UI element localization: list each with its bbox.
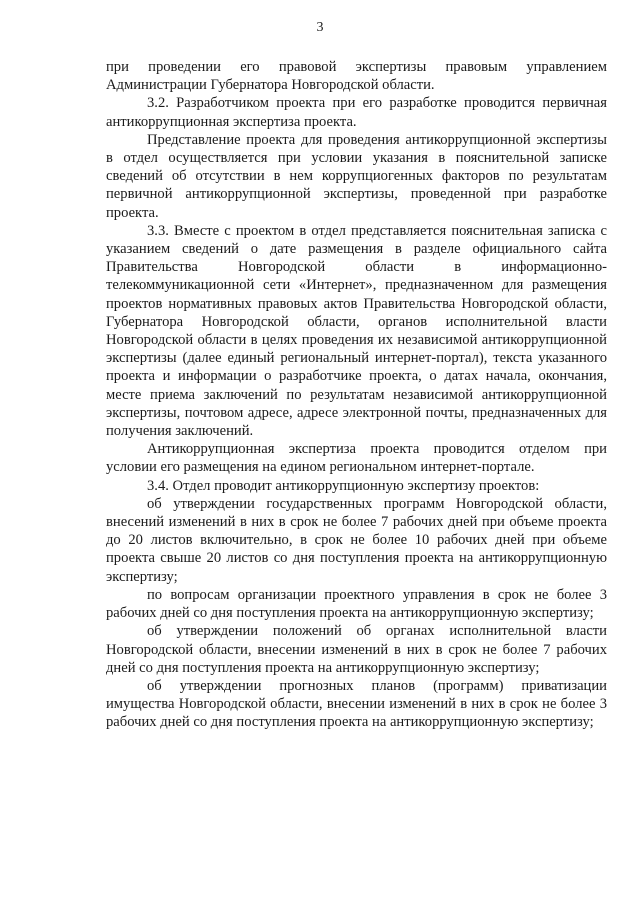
paragraph-submission: Представление проекта для проведения антикоррупционной экспертизы в отдел осуществляется при условии указания в пояснительной записке сведений об отсутствии в нем коррупциогенных факторов по результатам первичной антикоррупционной экспертизы, проведенной при разработке проекта. bbox=[106, 131, 607, 221]
paragraph-3-2: 3.2. Разработчиком проекта при его разработке проводится первичная антикоррупционная экспертиза проекта. bbox=[106, 95, 607, 130]
list-item-state-programs: об утверждении государственных программ Новгородской области, внесений изменений в них в срок не более 7 рабочих дней при объеме проекта до 20 листов включительно, в срок не более 10 рабочих дней при объеме проекта свыше 20 листов со дня поступления проекта на антикоррупционную экспертизу; bbox=[106, 495, 607, 585]
paragraph-3-4: 3.4. Отдел проводит антикоррупционную экспертизу проектов: bbox=[147, 477, 540, 494]
page-number: 3 bbox=[316, 20, 324, 35]
paragraph-3-3: 3.3. Вместе с проектом в отдел представляется пояснительная записка с указанием сведений о дате размещения в разделе официального сайта Правительства Новгородской области в информационно-телекоммуникационной сети «Интернет», предназначенном для размещения проектов нормативных правовых актов Правительства Новгородской области, Губернатора Новгородской области, органов исполнительной власти Новгородской области в целях проведения их независимой антикоррупционной экспертизы (далее единый региональный интернет-портал), текста указанного проекта и информации о разработчике проекта, о датах начала, окончания, месте приема заключений по результатам независимой антикоррупционной экспертизы, почтовом адресе, адресе электронной почты, предназначенных для получения заключений. bbox=[106, 222, 607, 440]
paragraph-continuation: при проведении его правовой экспертизы правовым управлением Администрации Губернатора Новгородской области. bbox=[106, 59, 607, 94]
list-item-project-management: по вопросам организации проектного управления в срок не более 3 рабочих дней со дня поступления проекта на антикоррупционную экспертизу; bbox=[106, 586, 607, 622]
document-body bbox=[106, 58, 607, 732]
list-item-privatization: об утверждении прогнозных планов (программ) приватизации имущества Новгородской области, внесении изменений в них в срок не более 3 рабочих дней со дня поступления проекта на антикоррупционную экспертизу; bbox=[106, 677, 607, 731]
paragraph-expertise-condition: Антикоррупционная экспертиза проекта проводится отделом при условии его размещения на едином региональном интернет-портале. bbox=[106, 441, 607, 476]
list-item-executive-bodies: об утверждении положений об органах исполнительной власти Новгородской области, внесении изменений в них в срок не более 7 рабочих дней со дня поступления проекта на антикоррупционную экспертизу; bbox=[106, 623, 607, 676]
